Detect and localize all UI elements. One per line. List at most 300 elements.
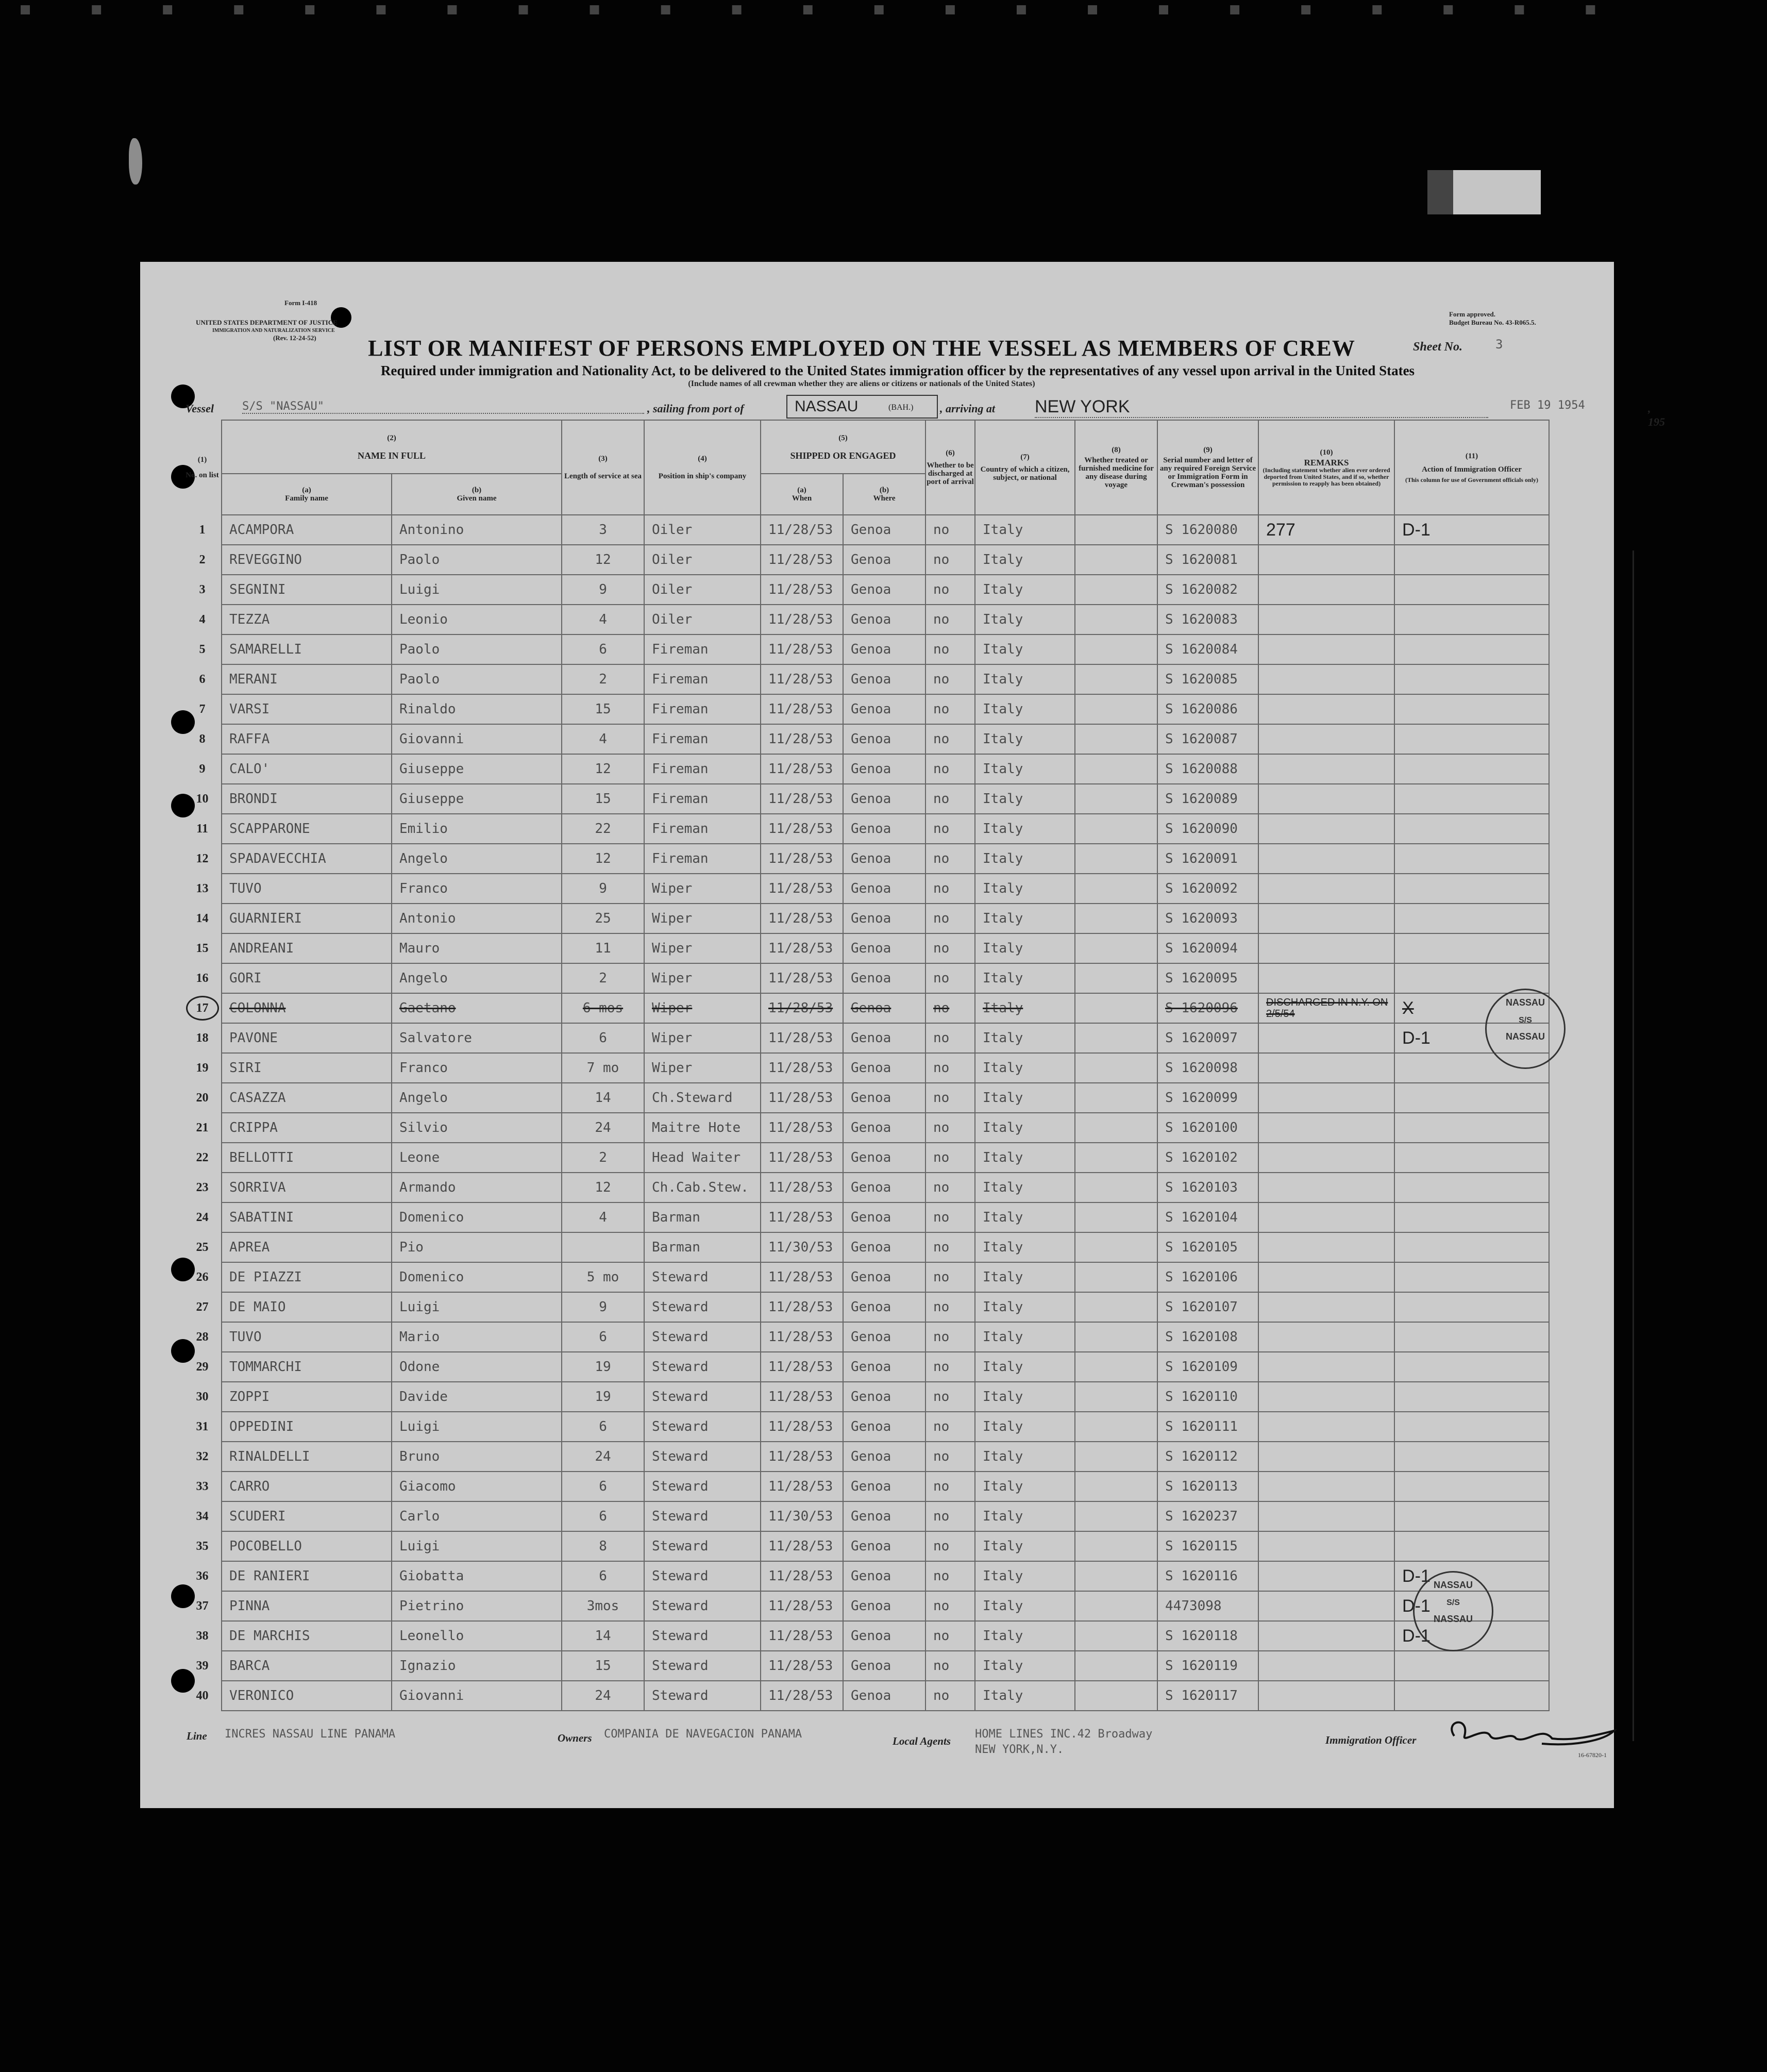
family-name-cell: RAFFA [222,724,392,754]
col-label-5: SHIPPED OR ENGAGED [790,450,896,461]
serial-number-cell: S 1620105 [1157,1232,1258,1262]
line-label: Line [187,1730,207,1742]
owners-value: COMPANIA DE NAVEGACION PANAMA [604,1728,802,1741]
discharged-cell: no [925,1143,975,1173]
serial-number-cell: S 1620108 [1157,1322,1258,1352]
country-cell: Italy [975,1681,1075,1711]
medicine-cell [1075,1651,1157,1681]
action-cell: D-1 [1394,1621,1549,1651]
family-name-cell: SCUDERI [222,1501,392,1531]
given-name-cell: Salvatore [392,1023,562,1053]
medicine-cell [1075,1292,1157,1322]
col-sub-label-5b: Where [873,494,896,503]
col-num-1: (1) [197,456,207,464]
page-subtitle: Required under immigration and Nationality Act, to be delivered to the United States immigration officer by the representatives of any vessel upon arrival in the United States [380,363,1415,378]
shipped-where-cell: Genoa [843,1382,925,1412]
length-of-service-cell: 4 [562,1202,644,1232]
row-number: 15 [196,941,209,955]
shipped-when-cell: 11/28/53 [761,515,843,545]
form-revision: (Rev. 12-24-52) [273,334,316,342]
crew-row [183,904,1549,933]
shipped-when-cell: 11/28/53 [761,545,843,575]
shipped-where-cell: Genoa [843,694,925,724]
medicine-cell [1075,993,1157,1023]
crew-row [183,664,1549,694]
serial-number-cell: S 1620086 [1157,694,1258,724]
given-name-cell: Emilio [392,814,562,844]
position-cell: Wiper [644,874,761,904]
remarks-cell [1258,1651,1394,1681]
sheet-number-label: Sheet No. [1413,340,1462,354]
country-cell: Italy [975,1621,1075,1651]
given-name-cell: Leone [392,1143,562,1173]
action-cell [1394,844,1549,874]
family-name-cell: RINALDELLI [222,1442,392,1472]
shipped-when-cell: 11/28/53 [761,1322,843,1352]
position-cell: Fireman [644,784,761,814]
action-cell [1394,724,1549,754]
discharged-cell: no [925,1412,975,1442]
row-number: 4 [199,612,206,626]
family-name-cell: REVEGGINO [222,545,392,575]
remarks-cell [1258,844,1394,874]
col-num-3: (3) [598,455,608,463]
length-of-service-cell: 24 [562,1681,644,1711]
medicine-cell [1075,814,1157,844]
given-name-cell: Giuseppe [392,784,562,814]
given-name-cell: Antonino [392,515,562,545]
medicine-cell [1075,724,1157,754]
action-cell: D-1 [1394,515,1549,545]
row-number: 32 [196,1449,209,1463]
shipped-when-cell: 11/28/53 [761,1113,843,1143]
remarks-cell [1258,1143,1394,1173]
country-cell: Italy [975,1501,1075,1531]
medicine-cell [1075,1023,1157,1053]
action-cell: D-1 [1394,1591,1549,1621]
budget-bureau-line: Budget Bureau No. 43-R065.5. [1449,319,1536,326]
serial-number-cell: S 1620082 [1157,575,1258,605]
serial-number-cell: S 1620083 [1157,605,1258,634]
row-number: 22 [196,1150,209,1164]
given-name-cell: Paolo [392,664,562,694]
remarks-cell [1258,724,1394,754]
medicine-cell [1075,1352,1157,1382]
action-cell [1394,1382,1549,1412]
shipped-when-cell: 11/28/53 [761,694,843,724]
action-cell [1394,1113,1549,1143]
shipped-where-cell: Genoa [843,1501,925,1531]
sheet-number-value: 3 [1495,337,1503,352]
row-number: 27 [196,1300,209,1314]
shipped-when-cell: 11/28/53 [761,754,843,784]
medicine-cell [1075,963,1157,993]
family-name-cell: SORRIVA [222,1173,392,1202]
shipped-where-cell: Genoa [843,784,925,814]
remarks-cell [1258,634,1394,664]
action-cell [1394,933,1549,963]
length-of-service-cell: 19 [562,1352,644,1382]
action-cell [1394,575,1549,605]
family-name-cell: APREA [222,1232,392,1262]
form-number: Form I-418 [284,299,317,307]
medicine-cell [1075,844,1157,874]
row-number: 16 [196,971,209,985]
given-name-cell: Davide [392,1382,562,1412]
col-num-10: (10) [1320,448,1333,457]
serial-number-cell: S 1620119 [1157,1651,1258,1681]
shipped-where-cell: Genoa [843,814,925,844]
serial-number-cell: S 1620118 [1157,1621,1258,1651]
medicine-cell [1075,1173,1157,1202]
discharged-cell: no [925,1591,975,1621]
serial-number-cell: S 1620099 [1157,1083,1258,1113]
medicine-cell [1075,1053,1157,1083]
immigration-officer-label: Immigration Officer [1325,1734,1417,1746]
crew-row [183,1382,1549,1412]
row-number: 6 [199,672,206,686]
family-name-cell: CALO' [222,754,392,784]
crew-row [183,993,1549,1023]
given-name-cell: Gaetano [392,993,562,1023]
crew-row [183,1591,1549,1621]
serial-number-cell: S 1620097 [1157,1023,1258,1053]
crew-row [183,575,1549,605]
family-name-cell: DE PIAZZI [222,1262,392,1292]
given-name-cell: Luigi [392,575,562,605]
country-cell: Italy [975,1232,1075,1262]
col-label-4: Position in ship's company [658,472,747,480]
action-cell [1394,1442,1549,1472]
row-number: 23 [196,1180,209,1194]
length-of-service-cell: 6 mos [562,993,644,1023]
shipped-when-cell: 11/28/53 [761,904,843,933]
medicine-cell [1075,1681,1157,1711]
remarks-cell [1258,664,1394,694]
remarks-cell [1258,1621,1394,1651]
country-cell: Italy [975,724,1075,754]
family-name-cell: DE MARCHIS [222,1621,392,1651]
shipped-when-cell: 11/28/53 [761,814,843,844]
remarks-cell [1258,1292,1394,1322]
row-number: 2 [199,553,206,566]
discharged-cell: no [925,1472,975,1501]
shipped-when-cell: 11/28/53 [761,1591,843,1621]
shipped-when-cell: 11/28/53 [761,844,843,874]
serial-number-cell: S 1620094 [1157,933,1258,963]
remarks-cell [1258,1023,1394,1053]
action-cell: D-1 [1394,1561,1549,1591]
country-cell: Italy [975,1202,1075,1232]
country-cell: Italy [975,1382,1075,1412]
given-name-cell: Ignazio [392,1651,562,1681]
row-number: 11 [196,822,208,836]
country-cell: Italy [975,844,1075,874]
crew-row [183,634,1549,664]
family-name-cell: TUVO [222,874,392,904]
crew-manifest-table [183,420,1550,1711]
remarks-cell [1258,963,1394,993]
medicine-cell [1075,1232,1157,1262]
crew-row [183,933,1549,963]
ship-stamp-row-37: NASSAU S/S NASSAU [1413,1571,1493,1651]
given-name-cell: Paolo [392,545,562,575]
position-cell: Maitre Hote [644,1113,761,1143]
length-of-service-cell [562,1232,644,1262]
remarks-cell [1258,1113,1394,1143]
discharged-cell: no [925,1352,975,1382]
crew-row [183,1292,1549,1322]
shipped-where-cell: Genoa [843,545,925,575]
agency-service: IMMIGRATION AND NATURALIZATION SERVICE [212,328,335,333]
col-header-length [562,420,644,515]
discharged-cell: no [925,545,975,575]
action-cell [1394,664,1549,694]
action-cell [1394,1173,1549,1202]
action-cell: X [1394,993,1549,1023]
col-header-name [222,420,562,474]
shipped-when-cell: 11/28/53 [761,993,843,1023]
family-name-cell: GORI [222,963,392,993]
given-name-cell: Luigi [392,1531,562,1561]
approval-line: Form approved. [1449,310,1496,318]
shipped-where-cell: Genoa [843,1531,925,1561]
medicine-cell [1075,874,1157,904]
shipped-where-cell: Genoa [843,1262,925,1292]
serial-number-cell: S 1620237 [1157,1501,1258,1531]
crew-row [183,1651,1549,1681]
shipped-where-cell: Genoa [843,575,925,605]
action-cell [1394,874,1549,904]
row-number: 39 [196,1659,209,1673]
shipped-when-cell: 11/28/53 [761,1053,843,1083]
row-number: 20 [196,1091,209,1105]
family-name-cell: SIRI [222,1053,392,1083]
family-name-cell: SPADAVECCHIA [222,844,392,874]
col-label-10: REMARKS [1304,457,1349,467]
country-cell: Italy [975,1352,1075,1382]
discharged-cell: no [925,1442,975,1472]
row-number: 12 [196,851,209,865]
crew-row [183,1561,1549,1591]
discharged-cell: no [925,754,975,784]
position-cell: Steward [644,1501,761,1531]
remarks-cell [1258,1561,1394,1591]
country-cell: Italy [975,814,1075,844]
shipped-when-cell: 11/28/53 [761,1442,843,1472]
position-cell: Steward [644,1681,761,1711]
medicine-cell [1075,1501,1157,1531]
medicine-cell [1075,1202,1157,1232]
arrival-port: NEW YORK [1035,397,1488,418]
col-header-shipped [761,420,925,474]
remarks-cell [1258,814,1394,844]
crew-row [183,1113,1549,1143]
country-cell: Italy [975,1531,1075,1561]
remarks-cell [1258,874,1394,904]
length-of-service-cell: 5 mo [562,1262,644,1292]
shipped-where-cell: Genoa [843,1023,925,1053]
serial-number-cell: S 1620085 [1157,664,1258,694]
serial-number-cell: S 1620104 [1157,1202,1258,1232]
given-name-cell: Franco [392,1053,562,1083]
action-cell [1394,904,1549,933]
col-sub-label-5a: When [792,494,812,503]
position-cell: Fireman [644,754,761,784]
discharged-cell: no [925,1292,975,1322]
row-number: 34 [196,1509,209,1523]
position-cell: Steward [644,1472,761,1501]
discharged-cell: no [925,1561,975,1591]
position-cell: Steward [644,1442,761,1472]
position-cell: Wiper [644,904,761,933]
length-of-service-cell: 19 [562,1382,644,1412]
shipped-when-cell: 11/28/53 [761,724,843,754]
discharged-cell: no [925,814,975,844]
departure-port: NASSAU [795,398,859,415]
length-of-service-cell: 6 [562,1561,644,1591]
serial-number-cell: S 1620106 [1157,1262,1258,1292]
family-name-cell: SAMARELLI [222,634,392,664]
length-of-service-cell: 15 [562,694,644,724]
remarks-cell [1258,1531,1394,1561]
row-number: 17 [183,993,222,1023]
row-number: 33 [196,1479,209,1493]
serial-number-cell: S 1620087 [1157,724,1258,754]
col-header-country [975,420,1075,515]
medicine-cell [1075,1382,1157,1412]
action-cell [1394,1202,1549,1232]
crew-row [183,515,1549,545]
length-of-service-cell: 4 [562,605,644,634]
position-cell: Steward [644,1561,761,1591]
length-of-service-cell: 3 [562,515,644,545]
shipped-when-cell: 11/28/53 [761,1651,843,1681]
row-number: 3 [199,582,206,596]
action-cell [1394,814,1549,844]
crew-row [183,1232,1549,1262]
remarks-cell [1258,1173,1394,1202]
shipped-when-cell: 11/28/53 [761,1143,843,1173]
crew-row [183,844,1549,874]
ship-stamp-row-17: NASSAU S/S NASSAU [1485,989,1566,1069]
col-header-family [222,474,392,515]
col-note-10: (Including statement whether alien ever ordered deported from United States, and if so, whether permission to reapply has been obtained) [1263,466,1390,487]
family-name-cell: BARCA [222,1651,392,1681]
length-of-service-cell: 6 [562,1412,644,1442]
crew-row [183,1053,1549,1083]
sailing-label: , sailing from port of [647,402,744,415]
medicine-cell [1075,1322,1157,1352]
country-cell: Italy [975,1472,1075,1501]
serial-number-cell: S 1620084 [1157,634,1258,664]
given-name-cell: Domenico [392,1202,562,1232]
shipped-when-cell: 11/28/53 [761,784,843,814]
position-cell: Ch.Steward [644,1083,761,1113]
action-cell [1394,1262,1549,1292]
remarks-cell [1258,1262,1394,1292]
discharged-cell: no [925,844,975,874]
film-edge-strip: ■■■■■■■■■■■■■■■■■■■■■■■ [21,0,1657,18]
position-cell: Steward [644,1531,761,1561]
shipped-where-cell: Genoa [843,664,925,694]
family-name-cell: ZOPPI [222,1382,392,1412]
row-number: 10 [196,792,209,806]
row-number: 9 [199,762,206,776]
family-name-cell: ACAMPORA [222,515,392,545]
crew-row [183,1173,1549,1202]
arriving-label: , arriving at [940,402,995,415]
length-of-service-cell: 6 [562,1472,644,1501]
crew-row [183,814,1549,844]
country-cell: Italy [975,963,1075,993]
medicine-cell [1075,1143,1157,1173]
country-cell: Italy [975,634,1075,664]
family-name-cell: POCOBELLO [222,1531,392,1561]
action-cell [1394,1232,1549,1262]
remarks-cell [1258,1501,1394,1531]
position-cell: Wiper [644,1023,761,1053]
col-sub-2b: (b) [472,486,482,494]
shipped-where-cell: Genoa [843,1202,925,1232]
col-num-8: (8) [1112,446,1121,454]
medicine-cell [1075,664,1157,694]
row-number: 28 [196,1330,209,1344]
row-number: 29 [196,1360,209,1374]
crew-row [183,724,1549,754]
given-name-cell: Pietrino [392,1591,562,1621]
country-cell: Italy [975,1083,1075,1113]
row-number: 1 [199,523,206,537]
serial-number-cell: S 1620111 [1157,1412,1258,1442]
row-number: 25 [196,1240,209,1254]
position-cell: Steward [644,1591,761,1621]
shipped-where-cell: Genoa [843,1083,925,1113]
col-header-serial [1157,420,1258,515]
crew-row [183,784,1549,814]
col-num-5: (5) [838,434,848,442]
discharged-cell: no [925,605,975,634]
length-of-service-cell: 6 [562,1501,644,1531]
shipped-where-cell: Genoa [843,963,925,993]
length-of-service-cell: 15 [562,784,644,814]
col-header-remarks [1258,420,1394,515]
serial-number-cell: S 1620115 [1157,1531,1258,1561]
departure-port-box [786,395,938,419]
shipped-when-cell: 11/28/53 [761,1412,843,1442]
action-cell [1394,754,1549,784]
crew-row [183,1083,1549,1113]
crew-table-body [183,515,1549,1711]
family-name-cell: SABATINI [222,1202,392,1232]
discharged-cell: no [925,575,975,605]
discharged-cell: no [925,1322,975,1352]
position-cell: Fireman [644,664,761,694]
medicine-cell [1075,1561,1157,1591]
shipped-when-cell: 11/28/53 [761,1262,843,1292]
serial-number-cell: S 1620095 [1157,963,1258,993]
serial-number-cell: S 1620112 [1157,1442,1258,1472]
shipped-when-cell: 11/30/53 [761,1501,843,1531]
medicine-cell [1075,1262,1157,1292]
serial-number-cell: S 1620089 [1157,784,1258,814]
family-name-cell: SEGNINI [222,575,392,605]
given-name-cell: Giobatta [392,1561,562,1591]
crew-row [183,1621,1549,1651]
serial-number-cell: S 1620092 [1157,874,1258,904]
remarks-cell [1258,933,1394,963]
position-cell: Steward [644,1412,761,1442]
